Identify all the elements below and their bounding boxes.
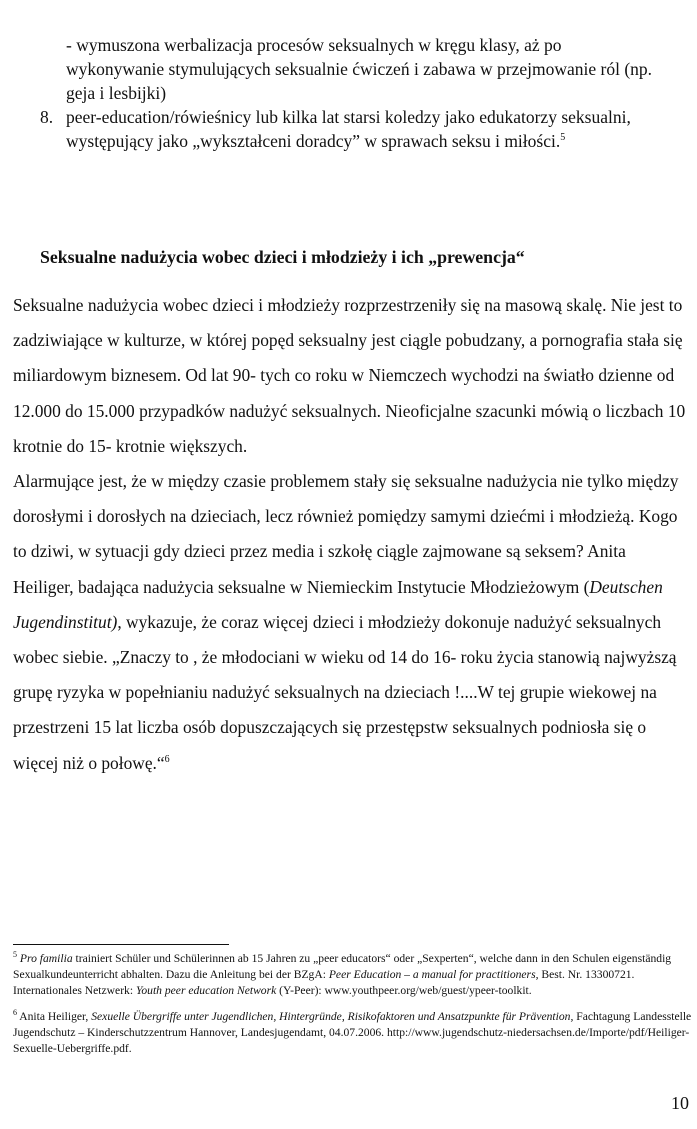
institute-name: Deutschen Jugendinstitut) (13, 576, 663, 632)
paragraph-2: Alarmujące jest, że w między czasie problemem stały się seksualne nadużycia nie tylko między dorosłymi i dorosłych na dzieciach, lecz również pomiędzy samymi dziećmi i młodzieżą. Kogo to dziwi, w sytuacji gdy dzieci przez media i szkołę ciągle zajmowane są seksem? Anita Heiliger, badająca nadużycia seksualne w Niemieckim Instytucie Młodzieżowym (Deutschen Jugendinstitut), wykazuje, że coraz więcej dzieci i młodzieży dokonuje nadużyć seksualnych wobec siebie. „Znaczy to , że młodociani w wieku od 14 do 16- roku życia stanowią najwyższą grupę ryzyka w popełnianiu nadużyć seksualnych na dzieciach !....W tej grupie wiekowej na przestrzeni 15 lat liczba osób dopuszczających się przestępstw seksualnych podniosła się o więcej niż o połowę.“$^6$ (13, 471, 679, 773)
list-number: 8. (40, 107, 54, 127)
body-text (13, 288, 689, 781)
footnote-5: $^5$ Pro familia trainiert Schüler und Schülerinnen ab 15 Jahren zu „peer educators“ oder „Sexperten“, welche dann in den Schulen eigenständig Sexualkundeunterricht abhalten. Dazu die Anleitung bei der BZgA: Peer Education – a manual for practitioners, Best. Nr. 13300721. Internationales Netzwerk: Youth peer education Network (Y-Peer): www.youthpeer.org/web/guest/ypeer-toolkit. (13, 950, 672, 997)
footnote-separator (13, 944, 229, 945)
page-number: 10 (671, 1093, 689, 1113)
list-item-8 (40, 105, 660, 153)
list-continuation: - wymuszona werbalizacja procesów seksualnych w kręgu klasy, aż po wykonywanie stymulujących seksualnie ćwiczeń i zabawa w przejmowanie ról (np. geja i lesbijki) (66, 35, 653, 103)
list-item-text: peer-education/rówieśnicy lub kilka lat starsi koledzy jako edukatorzy seksualni, występujący jako „wykształceni doradcy” w sprawach seksu i miłości.$^5$ (66, 107, 631, 151)
footnotes (13, 951, 693, 1057)
footnote-ref-6: 6 (164, 753, 170, 765)
paragraph-1: Seksualne nadużycia wobec dzieci i młodzieży rozprzestrzeniły się na masową skalę. Nie jest to zadziwiające w kulturze, w której popęd seksualny jest ciągle pobudzany, a pornografia stała się miliardowym biznesem. Od lat 90- tych co roku w Niemczech wychodzi na światło dzienne od 12.000 do 15.000 przypadków nadużyć seksualnych. Nieoficjalne szacunki mówią o liczbach 10 krotnie do 15- krotnie większych. (13, 295, 686, 456)
footnote-6: $^6$ Anita Heiliger, Sexuelle Übergriffe unter Jugendlichen, Hintergründe, Risikofaktoren und Ansatzpunkte für Prävention, Fachtagung Landesstelle Jugendschutz – Kinderschutzzentrum Hannover, Landesjugendamt, 04.07.2006. http://www.jugendschutz-niedersachsen.de/Importe/pdf/Heiliger-Sexuelle-Uebergriffe.pdf. (13, 1008, 692, 1055)
numbered-list (40, 33, 660, 153)
footnote-ref-5: 5 (560, 132, 566, 144)
section-heading: Seksualne nadużycia wobec dzieci i młodzieży i ich „prewencja“ (40, 247, 525, 267)
